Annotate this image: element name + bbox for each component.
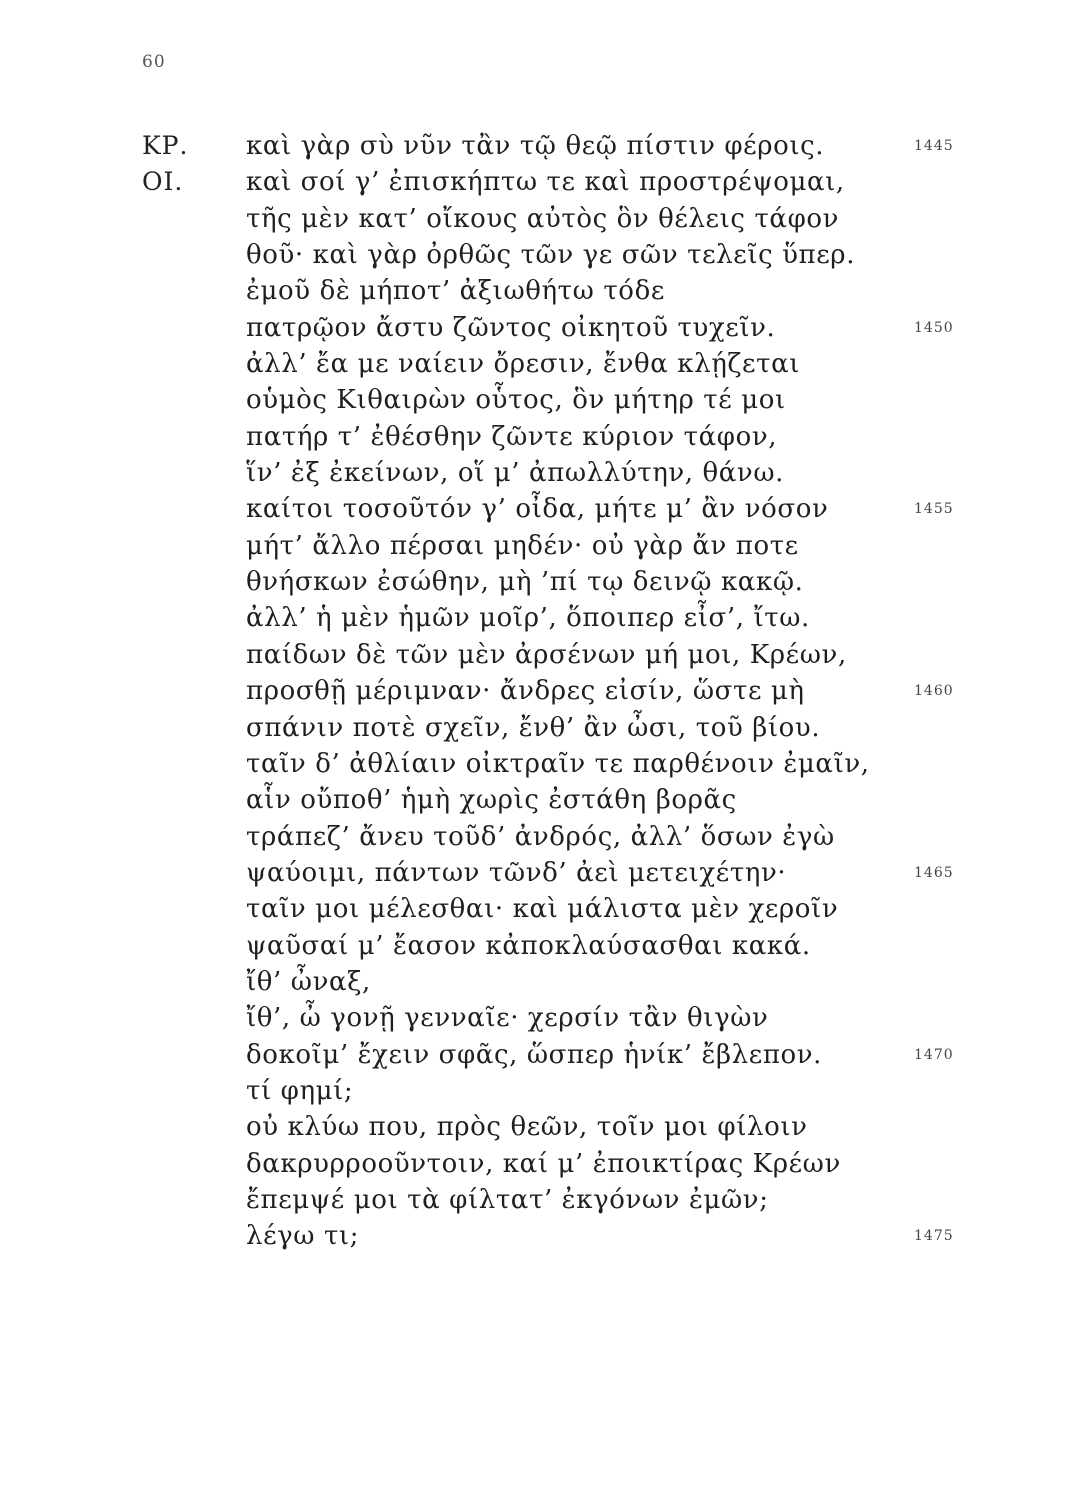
verse-text: παίδων δὲ τῶν μὲν ἀρσένων μή μοι, Κρέων, <box>246 639 847 670</box>
verse-text: αἷν οὔποθ’ ἡμὴ χωρὶς ἐστάθη βορᾶς <box>246 785 737 816</box>
verse-line <box>0 891 1083 927</box>
verse-line <box>0 1000 1083 1036</box>
verse-text: οὐ κλύω που, πρὸς θεῶν, τοῖν μοι φίλοιν <box>246 1112 808 1143</box>
speaker-label: ΚΡ. <box>142 131 189 160</box>
verse-text: σπάνιν ποτὲ σχεῖν, ἔνθ’ ἂν ὦσι, τοῦ βίου. <box>246 712 821 743</box>
verse-text: πατρῷον ἄστυ ζῶντος οἰκητοῦ τυχεῖν. <box>246 312 776 343</box>
line-number: 1450 <box>914 319 954 336</box>
line-number: 1455 <box>914 501 954 518</box>
line-number: 1475 <box>914 1228 954 1245</box>
verse-text: ψαῦσαί μ’ ἔασον κἀποκλαύσασθαι κακά. <box>246 930 811 961</box>
verse-text: μήτ’ ἄλλο πέρσαι μηδέν· οὐ γὰρ ἄν ποτε <box>246 530 799 561</box>
verse-text: καίτοι τοσοῦτόν γ’ οἶδα, μήτε μ’ ἂν νόσον <box>246 494 829 525</box>
verse-line <box>0 746 1083 782</box>
verse-line <box>0 710 1083 746</box>
verse-line <box>0 455 1083 491</box>
verse-text: ἐμοῦ δὲ μήποτ’ ἀξιωθήτω τόδε <box>246 276 665 307</box>
verse-line <box>0 1218 1083 1254</box>
verse-text: ἴθ’ ὦναξ, <box>246 966 371 997</box>
verse-text: λέγω τι; <box>246 1221 360 1252</box>
verse-line <box>0 1073 1083 1109</box>
verse-line <box>0 237 1083 273</box>
verse-text: θοῦ· καὶ γὰρ ὀρθῶς τῶν γε σῶν τελεῖς ὕπερ. <box>246 240 856 271</box>
verse-block <box>0 128 1083 1255</box>
verse-line <box>0 673 1083 709</box>
verse-text: ταῖν μοι μέλεσθαι· καὶ μάλιστα μὲν χεροῖν <box>246 894 839 925</box>
verse-line <box>0 782 1083 818</box>
verse-text: ταῖν δ’ ἀθλίαιν οἰκτραῖν τε παρθένοιν ἐμαῖν, <box>246 748 870 779</box>
line-number: 1470 <box>914 1046 954 1063</box>
verse-line <box>0 1182 1083 1218</box>
verse-line <box>0 1037 1083 1073</box>
line-number: 1460 <box>914 683 954 700</box>
verse-line <box>0 491 1083 527</box>
verse-line <box>0 382 1083 418</box>
verse-line <box>0 201 1083 237</box>
verse-text: ἴθ’, ὦ γονῇ γενναῖε· χερσίν τἂν θιγὼν <box>246 1003 769 1034</box>
verse-text: θνήσκων ἐσώθην, μὴ ’πί τῳ δεινῷ κακῷ. <box>246 567 804 598</box>
verse-line <box>0 419 1083 455</box>
line-number: 1465 <box>914 864 954 881</box>
verse-text: καὶ γὰρ σὺ νῦν τἂν τῷ θεῷ πίστιν φέροις. <box>246 131 825 161</box>
verse-text: δακρυρροοῦντοιν, καί μ’ ἐποικτίρας Κρέων <box>246 1148 841 1179</box>
verse-text: ἀλλ’ ἔα με ναίειν ὄρεσιν, ἔνθα κλῄζεται <box>246 349 801 380</box>
verse-line <box>0 346 1083 382</box>
speaker-label: ΟΙ. <box>142 167 184 197</box>
verse-line <box>0 637 1083 673</box>
verse-text: ψαύοιμι, πάντων τῶνδ’ ἀεὶ μετειχέτην· <box>246 857 787 888</box>
verse-line <box>0 528 1083 564</box>
verse-line <box>0 600 1083 636</box>
verse-text: δοκοῖμ’ ἔχειν σφᾶς, ὥσπερ ἡνίκ’ ἔβλεπον. <box>246 1039 823 1070</box>
verse-text: ἵν’ ἐξ ἐκείνων, οἵ μ’ ἀπωλλύτην, θάνω. <box>246 458 785 489</box>
verse-text: τῆς μὲν κατ’ οἴκους αὐτὸς ὃν θέλεις τάφον <box>246 203 840 234</box>
line-number: 1445 <box>914 138 954 154</box>
verse-text: τί φημί; <box>246 1075 354 1106</box>
verse-line <box>0 1146 1083 1182</box>
verse-line <box>0 164 1083 200</box>
verse-line <box>0 273 1083 309</box>
verse-line <box>0 964 1083 1000</box>
verse-text: προσθῇ μέριμναν· ἄνδρες εἰσίν, ὥστε μὴ <box>246 676 805 707</box>
verse-text: ἀλλ’ ἡ μὲν ἡμῶν μοῖρ’, ὅποιπερ εἶσ’, ἴτω. <box>246 603 810 634</box>
verse-line <box>0 564 1083 600</box>
verse-line <box>0 310 1083 346</box>
verse-text: οὑμὸς Κιθαιρὼν οὗτος, ὃν μήτηρ τέ μοι <box>246 385 786 416</box>
verse-line <box>0 128 1083 164</box>
verse-text: πατήρ τ’ ἐθέσθην ζῶντε κύριον τάφον, <box>246 421 778 452</box>
verse-line <box>0 928 1083 964</box>
page-number: 60 <box>142 52 166 72</box>
verse-text: καὶ σοί γ’ ἐπισκήπτω τε καὶ προστρέψομαι, <box>246 167 845 198</box>
verse-line <box>0 855 1083 891</box>
verse-line <box>0 819 1083 855</box>
verse-text: τράπεζ’ ἄνευ τοῦδ’ ἀνδρός, ἀλλ’ ὅσων ἐγὼ <box>246 821 835 852</box>
verse-text: ἔπεμψέ μοι τὰ φίλτατ’ ἐκγόνων ἐμῶν; <box>246 1184 769 1215</box>
verse-line <box>0 1109 1083 1145</box>
